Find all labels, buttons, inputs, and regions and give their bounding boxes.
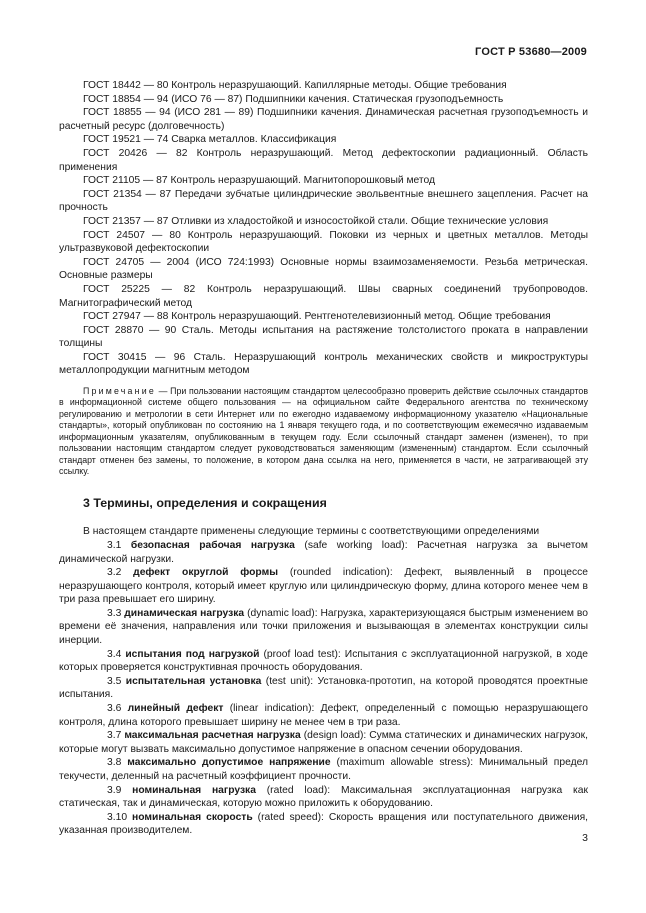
term-definition (59, 756, 588, 783)
term-definition (59, 702, 588, 729)
normative-references-list (59, 79, 588, 378)
term-name: испытательная установка (125, 675, 262, 687)
term-number: 3.3 (107, 607, 125, 619)
section-intro: В настоящем стандарте применены следующие термины с соответствующими определениями (83, 526, 540, 538)
term-definition (59, 729, 588, 756)
term-text: (proof load test): Испытания с эксплуатационной нагрузкой, в ходе которых проверяется конструктивная прочность оборудования. (59, 648, 588, 674)
term-text: (dynamic load): Нагрузка, характеризующаяся быстрым изменением во времени её значения, направления или точки приложения и вызывающая в элементах конструкции силы инерции. (59, 607, 588, 647)
reference-item: ГОСТ 20426 — 82 Контроль неразрушающий. Метод дефектоскопии радиационный. Область применения (59, 147, 588, 173)
term-number: 3.6 (107, 703, 128, 715)
terms-list (59, 539, 588, 838)
reference-item: ГОСТ 24705 — 2004 (ИСО 724:1993) Основные нормы взаимозаменяемости. Резьба метрическая. Основные размеры (59, 256, 588, 282)
term-definition (59, 539, 588, 566)
reference-item: ГОСТ 21354 — 87 Передачи зубчатые цилиндрические эвольвентные внешнего зацепления. Расчет на прочность (59, 188, 588, 214)
reference-item: ГОСТ 27947 — 88 Контроль неразрушающий. Рентгенотелевизионный метод. Общие требования (83, 311, 551, 323)
reference-item: ГОСТ 19521 — 74 Сварка металлов. Классификация (83, 134, 337, 146)
term-text: (rated load): Максимальная эксплуатационная нагрузка как статическая, так и динамическая, которую можно приложить к оборудованию. (59, 784, 588, 810)
term-name: номинальная нагрузка (132, 784, 256, 796)
note-paragraph (59, 386, 588, 477)
term-text: (test unit): Установка-прототип, на которой проводятся проектные испытания. (59, 675, 588, 701)
reference-item: ГОСТ 24507 — 80 Контроль неразрушающий. Поковки из черных и цветных металлов. Методы ультразвуковой дефектоскопии (59, 229, 588, 255)
term-number: 3.9 (107, 784, 133, 796)
term-name: дефект округлой формы (133, 567, 279, 579)
term-definition (59, 607, 588, 648)
term-definition (59, 811, 588, 838)
reference-item: ГОСТ 18854 — 94 (ИСО 76 — 87) Подшипники качения. Статическая грузоподъемность (83, 93, 504, 105)
term-name: испытания под нагрузкой (125, 648, 260, 660)
reference-item: ГОСТ 30415 — 96 Сталь. Неразрушающий контроль механических свойств и микроструктуры металлопродукции магнитным методом (59, 351, 588, 377)
term-name: динамическая нагрузка (124, 607, 245, 619)
note-label: Примечание (83, 386, 156, 397)
term-name: номинальная скорость (132, 811, 253, 823)
term-text: (rated speed): Скорость вращения или поступательного движения, указанная производителем. (59, 811, 589, 837)
term-number: 3.7 (107, 730, 125, 742)
reference-item: ГОСТ 18442 — 80 Контроль неразрушающий. Капиллярные методы. Общие требования (83, 80, 507, 91)
term-definition (59, 566, 588, 607)
term-text: (maximum allowable stress): Минимальный предел текучести, деленный на расчетный коэффициент прочности. (59, 757, 588, 782)
term-number: 3.5 (107, 675, 126, 687)
term-number: 3.4 (107, 648, 126, 660)
term-number: 3.8 (107, 757, 128, 769)
term-text: (safe working load): Расчетная нагрузка за вычетом динамической нагрузки. (59, 539, 588, 565)
term-name: максимальная расчетная нагрузка (124, 730, 301, 742)
note-text: — При пользовании настоящим стандартом целесообразно проверить действие ссылочных стандартов в информационной системе общего пользования — на официальном сайте Федерального агентства по техническому регулированию и метрологии в сети Интернет или по ежегодно издаваемому информационному указателю «Национальные стандарты», который опубликован по состоянию на 1 января текущего года, и по соответствующим ежемесячно издаваемым информационным указателям, опубликованным в текущем году. Если ссылочный стандарт заменен (изменен), то при пользовании настоящим стандартом следует руководствоваться заменяющим (измененным) стандартом. Если ссылочный стандарт отменен без замены, то положение, в котором дана ссылка на него, применяется в части, не затрагивающей эту ссылку. (59, 386, 588, 476)
term-number: 3.10 (107, 811, 133, 823)
document-code-header: ГОСТ Р 53680—2009 (475, 46, 587, 58)
reference-item: ГОСТ 28870 — 90 Сталь. Методы испытания на растяжение толстолистого проката в направлении толщины (59, 324, 588, 350)
term-definition (59, 648, 588, 675)
page-number: 3 (582, 832, 588, 844)
term-text: (linear indication): Дефект, определенный с помощью неразрушающего контроля, длина которого превышает ширину не менее чем в три раза. (59, 703, 588, 728)
term-text: (rounded indication): Дефект, выявленный в процессе неразрушающего контроля, который имеет круглую или цилиндрическую форму, длина которого менее чем в три раза превышает его ширину. (59, 567, 588, 606)
term-number: 3.2 (107, 567, 134, 579)
term-number: 3.1 (107, 539, 131, 551)
page-content (59, 79, 588, 838)
term-text: (design load): Сумма статических и динамических нагрузок, которые могут вызвать максимально допустимое напряжение в опасном сечении оборудования. (59, 730, 589, 755)
reference-item: ГОСТ 21105 — 87 Контроль неразрушающий. Магнитопорошковый метод (83, 175, 436, 187)
section-title: 3 Термины, определения и сокращения (83, 496, 327, 511)
reference-item: ГОСТ 25225 — 82 Контроль неразрушающий. Швы сварных соединений трубопроводов. Магнитографический метод (59, 283, 588, 309)
term-definition (59, 675, 588, 702)
term-definition (59, 784, 588, 811)
term-name: максимально допустимое напряжение (127, 757, 331, 769)
reference-item: ГОСТ 21357 — 87 Отливки из хладостойкой и износостойкой стали. Общие технические условия (83, 215, 549, 227)
term-name: линейный дефект (127, 703, 224, 715)
term-name: безопасная рабочая нагрузка (130, 539, 295, 551)
reference-item: ГОСТ 18855 — 94 (ИСО 281 — 89) Подшипники качения. Динамическая расчетная грузоподъемность и расчетный ресурс (долговечность) (59, 107, 588, 132)
